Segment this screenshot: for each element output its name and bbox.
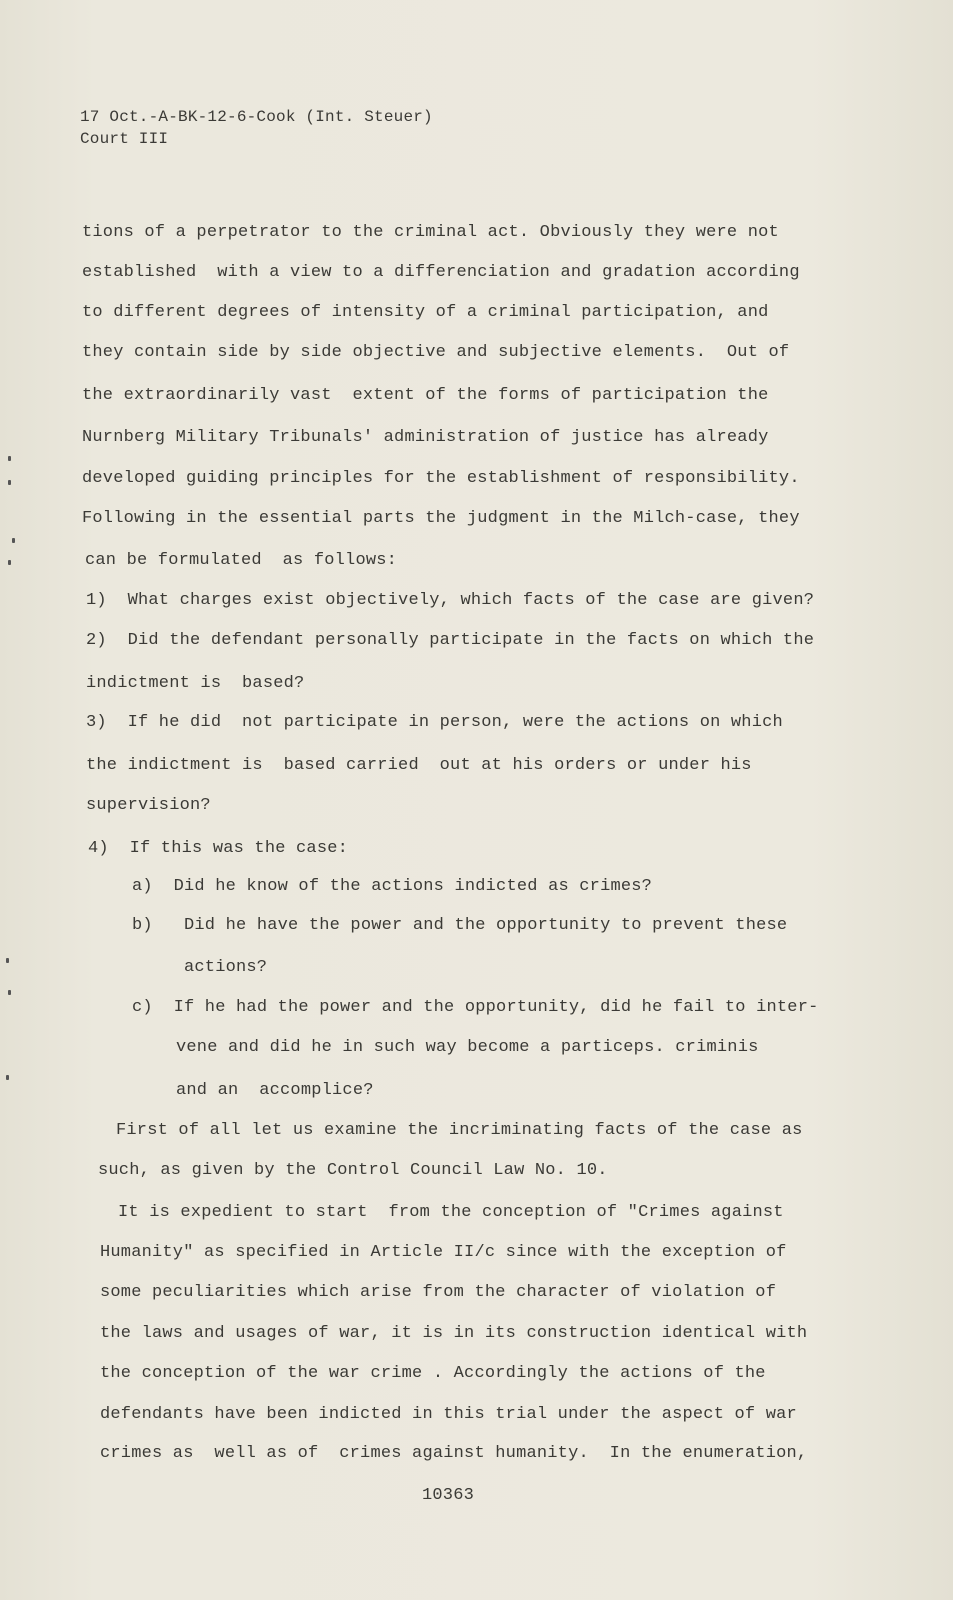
list-item-4: 4) If this was the case:: [88, 839, 349, 858]
margin-mark: [6, 958, 9, 963]
margin-mark: [6, 1075, 9, 1080]
margin-mark: [8, 990, 11, 995]
body-line: they contain side by side objective and subjective elements. Out of: [82, 343, 790, 362]
body-line: crimes as well as of crimes against humanity. In the enumeration,: [100, 1444, 808, 1463]
list-item-1: 1) What charges exist objectively, which facts of the case are given?: [86, 591, 815, 610]
header-line-2: Court III: [80, 130, 169, 148]
margin-mark: [8, 560, 11, 565]
margin-mark: [12, 538, 15, 543]
body-line: indictment is based?: [86, 674, 305, 693]
body-line: and an accomplice?: [176, 1081, 374, 1100]
body-line: the extraordinarily vast extent of the forms of participation the: [82, 386, 769, 405]
body-line: the laws and usages of war, it is in its construction identical with: [100, 1324, 808, 1343]
body-line: some peculiarities which arise from the character of violation of: [100, 1283, 777, 1302]
sub-item-c: c) If he had the power and the opportunity, did he fail to inter-: [132, 998, 819, 1017]
body-line: It is expedient to start from the conception of "Crimes against: [118, 1203, 784, 1222]
body-line: First of all let us examine the incriminating facts of the case as: [116, 1121, 803, 1140]
body-line: to different degrees of intensity of a criminal participation, and: [82, 303, 769, 322]
body-line: tions of a perpetrator to the criminal act. Obviously they were not: [82, 223, 779, 242]
page-number: 10363: [422, 1486, 475, 1505]
list-item-2: 2) Did the defendant personally participate in the facts on which the: [86, 631, 815, 650]
body-line: Nurnberg Military Tribunals' administration of justice has already: [82, 428, 769, 447]
sub-item-a: a) Did he know of the actions indicted as crimes?: [132, 877, 653, 896]
body-line: Following in the essential parts the judgment in the Milch-case, they: [82, 509, 800, 528]
margin-mark: [8, 480, 11, 485]
body-line: vene and did he in such way become a particeps. criminis: [176, 1038, 759, 1057]
body-line: can be formulated as follows:: [85, 551, 398, 570]
sub-item-b: b) Did he have the power and the opportunity to prevent these: [132, 916, 788, 935]
header-line-1: 17 Oct.-A-BK-12-6-Cook (Int. Steuer): [80, 108, 433, 126]
body-line: actions?: [184, 958, 268, 977]
body-line: Humanity" as specified in Article II/c since with the exception of: [100, 1243, 787, 1262]
body-line: the indictment is based carried out at his orders or under his: [86, 756, 752, 775]
body-line: supervision?: [86, 796, 211, 815]
margin-mark: [8, 456, 11, 461]
body-line: such, as given by the Control Council Law No. 10.: [98, 1161, 608, 1180]
body-line: the conception of the war crime . Accordingly the actions of the: [100, 1364, 766, 1383]
body-line: defendants have been indicted in this trial under the aspect of war: [100, 1405, 797, 1424]
body-line: developed guiding principles for the establishment of responsibility.: [82, 469, 800, 488]
body-line: established with a view to a differenciation and gradation according: [82, 263, 800, 282]
list-item-3: 3) If he did not participate in person, were the actions on which: [86, 713, 783, 732]
